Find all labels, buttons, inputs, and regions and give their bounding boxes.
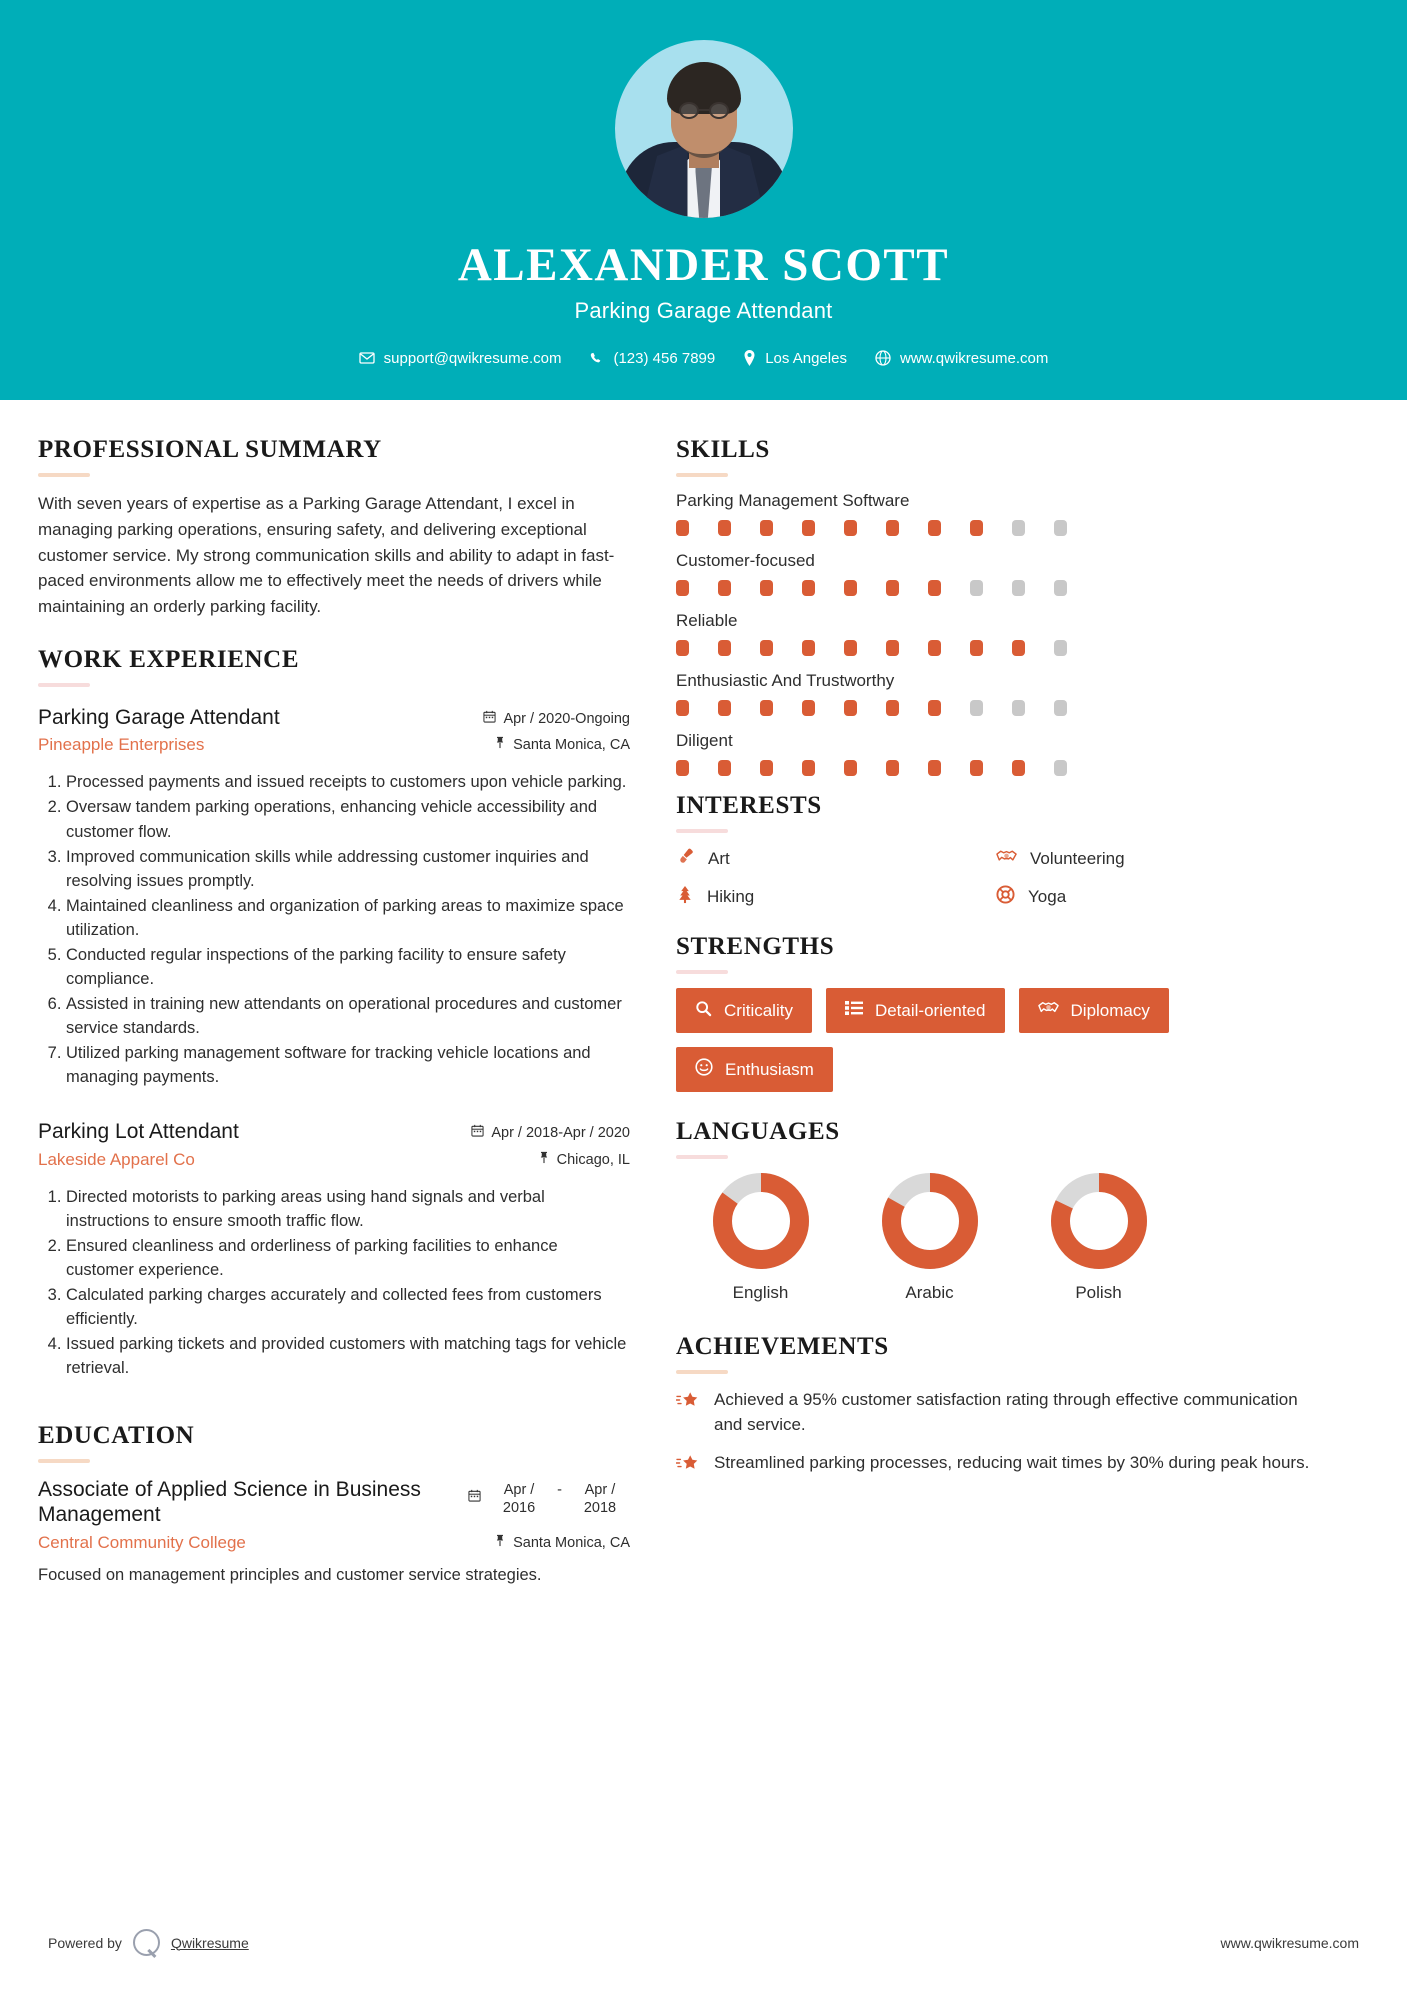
job-duty: 4. Issued parking tickets and provided customers with matching tags for vehicle retrieval. — [66, 1332, 630, 1380]
handshake-icon — [996, 847, 1017, 871]
skill-dot — [970, 580, 983, 596]
job-dates — [483, 709, 630, 730]
strength-chip-diplomacy[interactable] — [1019, 988, 1169, 1033]
skill-dot — [886, 640, 899, 656]
footer-website[interactable]: www.qwikresume.com — [1220, 1934, 1359, 1951]
skill-dot — [802, 580, 815, 596]
interest-item — [996, 885, 1316, 909]
job-dates-text: Apr / 2018-Apr / 2020 — [491, 1125, 630, 1142]
job-duty: 2. Ensured cleanliness and orderliness of parking facilities to enhance customer experience. — [66, 1234, 630, 1282]
right-column — [676, 436, 1316, 1494]
skill-dot — [970, 700, 983, 716]
section-rule — [676, 473, 728, 477]
skill-dot — [718, 580, 731, 596]
education-date-separator: - — [557, 1482, 562, 1499]
job-company: Lakeside Apparel Co — [38, 1149, 195, 1169]
pin-icon — [494, 1533, 506, 1554]
footer-brand-link[interactable]: Qwikresume — [170, 1934, 249, 1951]
contact-location — [743, 350, 847, 367]
language-item — [676, 1173, 845, 1303]
skill-dot — [970, 520, 983, 536]
interest-item — [676, 885, 996, 909]
skill-dot — [970, 760, 983, 776]
job-dates — [471, 1123, 630, 1144]
skill-dot — [1054, 640, 1067, 656]
education-location-text: Santa Monica, CA — [513, 1534, 630, 1551]
job-duty: 4. Maintained cleanliness and organization of parking areas to maximize space utilization. — [66, 894, 630, 942]
language-donut-chart — [882, 1173, 978, 1269]
list-icon — [845, 1000, 863, 1021]
strength-label: Detail-oriented — [874, 1000, 986, 1020]
job-duty: 6. Assisted in training new attendants on operational procedures and customer service standards. — [66, 992, 630, 1040]
skill-dot — [760, 520, 773, 536]
skill-label: Diligent — [676, 731, 733, 750]
skill-dot — [1054, 580, 1067, 596]
skill-dot — [928, 580, 941, 596]
job-role: Parking Lot Attendant — [38, 1120, 239, 1144]
contact-email[interactable] — [359, 350, 562, 367]
skill-item — [676, 731, 1316, 776]
phone-icon — [589, 351, 604, 366]
skill-dot — [760, 700, 773, 716]
star-icon — [676, 1388, 700, 1417]
job-location-text: Chicago, IL — [556, 1151, 630, 1168]
interest-label: Art — [708, 849, 730, 868]
interest-item — [996, 847, 1316, 871]
skill-dot — [844, 700, 857, 716]
skill-dot — [844, 640, 857, 656]
skill-dot — [844, 760, 857, 776]
skill-rating — [676, 760, 1316, 776]
work-item — [38, 705, 630, 1089]
interests-grid — [676, 847, 1316, 909]
skill-dot — [802, 760, 815, 776]
job-duty: 2. Oversaw tandem parking operations, enhancing vehicle accessibility and customer flow. — [66, 795, 630, 843]
location-pin-icon — [743, 350, 756, 366]
handshake-icon — [1038, 999, 1059, 1022]
avatar — [615, 40, 793, 218]
language-label: English — [732, 1283, 789, 1302]
skill-dot — [928, 760, 941, 776]
skill-dot — [928, 520, 941, 536]
education-location — [494, 1533, 630, 1554]
achievement-item — [676, 1451, 1316, 1480]
tree-icon — [676, 885, 694, 909]
job-duty: 7. Utilized parking management software for tracking vehicle locations and managing payments. — [66, 1041, 630, 1089]
section-professional-summary — [38, 436, 630, 620]
section-title-skills: SKILLS — [676, 436, 770, 463]
job-duties-list — [38, 1185, 630, 1381]
skill-dot — [676, 760, 689, 776]
contact-row — [359, 350, 1049, 367]
skill-dot — [928, 640, 941, 656]
strength-label: Enthusiasm — [725, 1059, 814, 1079]
skill-dot — [676, 580, 689, 596]
skill-dot — [886, 580, 899, 596]
job-duty: 1. Processed payments and issued receipts to customers upon vehicle parking. — [66, 770, 630, 794]
interest-label: Yoga — [1028, 887, 1067, 906]
page-title: ALEXANDER SCOTT — [457, 239, 950, 291]
strength-chip-enthusiasm[interactable] — [676, 1047, 833, 1092]
skill-rating — [676, 640, 1316, 656]
section-title-education: EDUCATION — [38, 1422, 195, 1450]
interest-item — [676, 847, 996, 871]
section-rule — [676, 970, 728, 974]
section-work-experience — [38, 646, 630, 1380]
strength-label: Criticality — [724, 1000, 793, 1020]
education-description: Focused on management principles and customer service strategies. — [38, 1565, 542, 1584]
strength-chip-detail-oriented[interactable] — [826, 988, 1005, 1033]
section-rule — [676, 1155, 728, 1159]
section-title-achievements: ACHIEVEMENTS — [676, 1333, 889, 1360]
skill-item — [676, 551, 1316, 596]
skills-list — [676, 491, 1316, 776]
section-strengths — [676, 933, 1316, 1092]
job-duty: 3. Calculated parking charges accurately and collected fees from customers efficiently. — [66, 1283, 630, 1331]
skill-dot — [676, 520, 689, 536]
skill-label: Parking Management Software — [676, 491, 910, 510]
section-rule — [676, 1370, 728, 1374]
skill-dot — [1012, 520, 1025, 536]
language-donut-chart — [713, 1173, 809, 1269]
work-item — [38, 1119, 630, 1380]
language-item — [845, 1173, 1014, 1303]
skill-dot — [844, 520, 857, 536]
education-dates — [468, 1481, 630, 1517]
skill-dot — [802, 700, 815, 716]
skill-dot — [718, 520, 731, 536]
calendar-icon — [468, 1481, 481, 1509]
skill-dot — [1054, 700, 1067, 716]
section-achievements — [676, 1333, 1316, 1480]
footer-powered-by: Powered by — [48, 1934, 122, 1951]
skill-dot — [718, 640, 731, 656]
paintbrush-icon — [676, 847, 695, 871]
globe-icon — [875, 350, 891, 366]
skill-dot — [1012, 760, 1025, 776]
skill-item — [676, 611, 1316, 656]
languages-list — [676, 1173, 1316, 1303]
resume-body — [0, 400, 1407, 1588]
section-rule — [38, 1459, 90, 1463]
achievement-item — [676, 1388, 1316, 1437]
skill-dot — [676, 700, 689, 716]
pin-icon — [494, 735, 506, 756]
skill-dot — [1012, 700, 1025, 716]
skill-dot — [1012, 580, 1025, 596]
education-degree: Associate of Applied Science in Business Management — [38, 1478, 421, 1527]
job-duty: 5. Conducted regular inspections of the parking facility to ensure safety compliance. — [66, 943, 630, 991]
education-date-start: Apr / 2016 — [502, 1482, 536, 1517]
skill-dot — [802, 520, 815, 536]
skill-dot — [760, 640, 773, 656]
section-interests — [676, 792, 1316, 909]
skill-dot — [886, 760, 899, 776]
education-date-end: Apr / 2018 — [583, 1482, 617, 1517]
education-school: Central Community College — [38, 1532, 246, 1552]
skill-label: Enthusiastic And Trustworthy — [676, 671, 895, 690]
skill-dot — [970, 640, 983, 656]
section-title-work: WORK EXPERIENCE — [38, 646, 300, 674]
contact-phone-text: (123) 456 7899 — [613, 349, 716, 367]
contact-website-text: www.qwikresume.com — [899, 349, 1049, 367]
strength-label: Diplomacy — [1070, 1000, 1150, 1020]
calendar-icon — [483, 709, 496, 730]
interest-label: Hiking — [707, 887, 755, 906]
star-icon — [676, 1451, 700, 1480]
skill-dot — [928, 700, 941, 716]
skill-rating — [676, 580, 1316, 596]
language-donut-chart — [1051, 1173, 1147, 1269]
contact-email-text: support@qwikresume.com — [383, 349, 562, 367]
lifebuoy-icon — [996, 885, 1015, 909]
left-column — [38, 436, 630, 1588]
skill-label: Customer-focused — [676, 551, 815, 570]
contact-phone[interactable] — [589, 350, 715, 367]
job-role: Parking Garage Attendant — [38, 706, 280, 730]
skill-dot — [760, 580, 773, 596]
skill-dot — [676, 640, 689, 656]
skill-dot — [718, 700, 731, 716]
section-rule — [38, 683, 90, 687]
smiley-icon — [695, 1058, 713, 1081]
section-title-interests: INTERESTS — [676, 792, 822, 819]
skill-dot — [886, 520, 899, 536]
job-location — [538, 1150, 630, 1171]
job-location-text: Santa Monica, CA — [513, 737, 630, 754]
envelope-icon — [359, 350, 375, 366]
skill-dot — [1054, 520, 1067, 536]
footer — [0, 1929, 1407, 1956]
magnifier-icon — [695, 1000, 712, 1022]
skill-rating — [676, 520, 1316, 536]
skill-dot — [802, 640, 815, 656]
strengths-list — [676, 988, 1316, 1092]
language-label: Polish — [1075, 1283, 1122, 1302]
calendar-icon — [471, 1123, 484, 1144]
section-title-languages: LANGUAGES — [676, 1118, 840, 1145]
job-duty: 1. Directed motorists to parking areas using hand signals and verbal instructions to ensure smooth traffic flow. — [66, 1185, 630, 1233]
pin-icon — [538, 1150, 550, 1171]
job-duties-list — [38, 770, 630, 1089]
skill-rating — [676, 700, 1316, 716]
skill-label: Reliable — [676, 611, 738, 630]
job-location — [494, 735, 630, 756]
job-dates-text: Apr / 2020-Ongoing — [503, 711, 630, 728]
section-languages — [676, 1118, 1316, 1303]
achievement-text: Achieved a 95% customer satisfaction rating through effective communication and service. — [714, 1390, 1298, 1434]
resume-header — [0, 0, 1407, 400]
language-item — [1014, 1173, 1183, 1303]
language-label: Arabic — [905, 1283, 954, 1302]
section-education — [38, 1422, 630, 1587]
contact-location-text: Los Angeles — [765, 349, 847, 367]
contact-website[interactable] — [875, 350, 1048, 367]
skill-dot — [886, 700, 899, 716]
section-rule — [38, 473, 90, 477]
achievement-text: Streamlined parking processes, reducing wait times by 30% during peak hours. — [714, 1453, 1310, 1473]
section-title-summary: PROFESSIONAL SUMMARY — [38, 436, 382, 463]
header-job-title: Parking Garage Attendant — [574, 297, 833, 323]
interest-label: Volunteering — [1030, 849, 1125, 868]
strength-chip-criticality[interactable] — [676, 988, 812, 1033]
job-duty: 3. Improved communication skills while addressing customer inquiries and resolving issues promptly. — [66, 845, 630, 893]
skill-item — [676, 491, 1316, 536]
skill-dot — [844, 580, 857, 596]
skill-dot — [718, 760, 731, 776]
summary-text: With seven years of expertise as a Parking Garage Attendant, I excel in managing parking operations, ensuring safety, and delivering exceptional customer service. My strong communication skills and ability to adapt in fast-paced environments allow me to effectively meet the needs of drivers while maintaining an orderly parking facility. — [38, 494, 615, 617]
skill-dot — [760, 760, 773, 776]
skill-dot — [1012, 640, 1025, 656]
skill-dot — [1054, 760, 1067, 776]
job-company: Pineapple Enterprises — [38, 735, 205, 755]
section-title-strengths: STRENGTHS — [676, 933, 835, 960]
qwikresume-logo-icon — [133, 1929, 160, 1956]
skill-item — [676, 671, 1316, 716]
section-rule — [676, 829, 728, 833]
section-skills — [676, 436, 1316, 776]
